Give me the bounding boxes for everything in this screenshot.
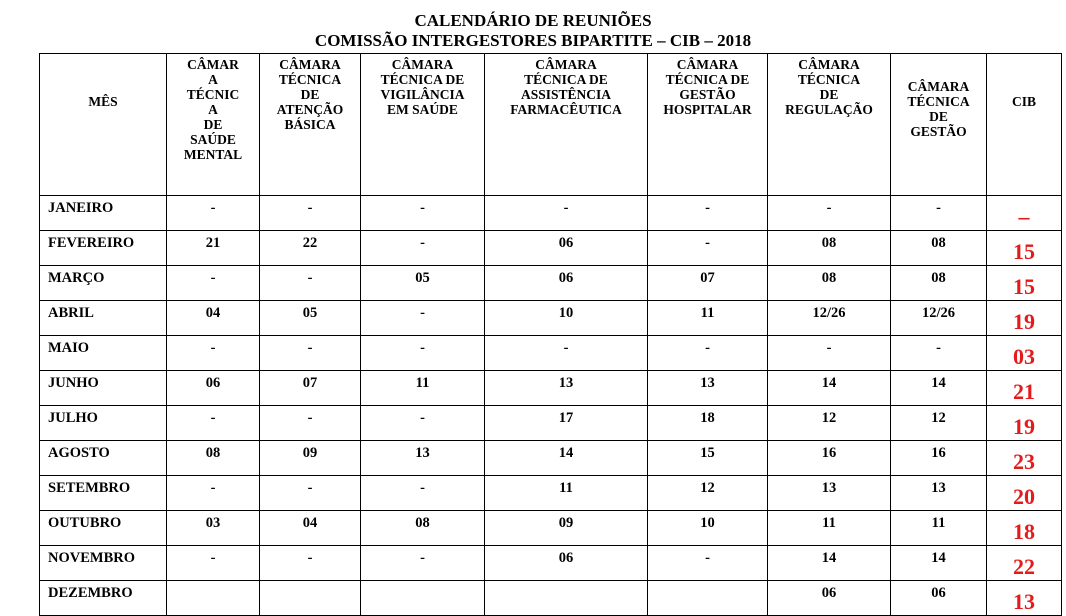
- date-cell-vigilancia: -: [361, 301, 485, 336]
- header-saude-mental: [167, 54, 260, 196]
- header-line: CÂMARA: [391, 57, 454, 72]
- document-subtitle: COMISSÃO INTERGESTORES BIPARTITE – CIB – 2018: [314, 31, 752, 50]
- header-line: CÂMARA: [798, 57, 860, 72]
- month-cell: DEZEMBRO: [40, 581, 167, 616]
- date-cell-gestao: 06: [891, 581, 987, 616]
- date-cell-regulacao: 08: [768, 266, 891, 301]
- date-cell-gestao: 16: [891, 441, 987, 476]
- table-row: [40, 441, 1062, 476]
- month-cell: ABRIL: [40, 301, 167, 336]
- date-cell-atencao-basica: 07: [260, 371, 361, 406]
- table-row: [40, 371, 1062, 406]
- date-cell-gestao: 11: [891, 511, 987, 546]
- date-cell-saude-mental: -: [167, 406, 260, 441]
- date-cell-atencao-basica: -: [260, 406, 361, 441]
- header-line: TÉCNICA: [797, 72, 861, 87]
- date-cell-farmaceutica: 14: [485, 441, 648, 476]
- date-cell-atencao-basica: -: [260, 266, 361, 301]
- date-cell-saude-mental: 03: [167, 511, 260, 546]
- cib-date-cell: –: [987, 196, 1062, 231]
- date-cell-farmaceutica: 10: [485, 301, 648, 336]
- date-cell-saude-mental: 08: [167, 441, 260, 476]
- header-line: MENTAL: [183, 147, 243, 162]
- date-cell-gestao: 13: [891, 476, 987, 511]
- cib-date-cell: 19: [987, 301, 1062, 336]
- date-cell-vigilancia: -: [361, 336, 485, 371]
- document-title: CALENDÁRIO DE REUNIÕES: [414, 11, 652, 30]
- date-cell-hospitalar: 18: [648, 406, 768, 441]
- header-line: BÁSICA: [284, 117, 336, 132]
- date-cell-atencao-basica: -: [260, 336, 361, 371]
- date-cell-gestao: -: [891, 336, 987, 371]
- date-cell-hospitalar: 12: [648, 476, 768, 511]
- header-line: REGULAÇÃO: [785, 102, 873, 117]
- header-atencao-basica: [260, 54, 361, 196]
- date-cell-gestao: 14: [891, 371, 987, 406]
- table-row: [40, 581, 1062, 616]
- cib-date-cell: 03: [987, 336, 1062, 371]
- date-cell-atencao-basica: -: [260, 546, 361, 581]
- date-cell-saude-mental: -: [167, 476, 260, 511]
- date-cell-atencao-basica: 22: [260, 231, 361, 266]
- date-cell-regulacao: 16: [768, 441, 891, 476]
- header-line: CÂMARA: [907, 79, 970, 94]
- date-cell-vigilancia: [361, 581, 485, 616]
- date-cell-vigilancia: -: [361, 231, 485, 266]
- date-cell-regulacao: 14: [768, 371, 891, 406]
- date-cell-hospitalar: 11: [648, 301, 768, 336]
- header-line: ASSISTÊNCIA: [520, 87, 612, 102]
- date-cell-regulacao: 08: [768, 231, 891, 266]
- date-cell-saude-mental: 04: [167, 301, 260, 336]
- cib-date-cell: 18: [987, 511, 1062, 546]
- month-cell: SETEMBRO: [40, 476, 167, 511]
- date-cell-farmaceutica: [485, 581, 648, 616]
- header-line: EM SAÚDE: [387, 102, 458, 117]
- header-line: CÂMARA: [676, 57, 739, 72]
- header-vigilancia: [361, 54, 485, 196]
- table-row: [40, 546, 1062, 581]
- header-farmaceutica: [485, 54, 648, 196]
- table-row: [40, 406, 1062, 441]
- date-cell-atencao-basica: [260, 581, 361, 616]
- date-cell-gestao: 08: [891, 266, 987, 301]
- table-row: [40, 266, 1062, 301]
- month-cell: JUNHO: [40, 371, 167, 406]
- date-cell-hospitalar: 10: [648, 511, 768, 546]
- date-cell-hospitalar: -: [648, 231, 768, 266]
- calendar-body: [40, 196, 1062, 616]
- header-line: DE: [300, 87, 320, 102]
- date-cell-gestao: -: [891, 196, 987, 231]
- date-cell-regulacao: -: [768, 196, 891, 231]
- date-cell-farmaceutica: 17: [485, 406, 648, 441]
- date-cell-farmaceutica: 09: [485, 511, 648, 546]
- table-row: [40, 196, 1062, 231]
- date-cell-farmaceutica: 06: [485, 231, 648, 266]
- date-cell-atencao-basica: -: [260, 476, 361, 511]
- header-hospitalar: [648, 54, 768, 196]
- date-cell-atencao-basica: 09: [260, 441, 361, 476]
- header-regulacao: [768, 54, 891, 196]
- date-cell-hospitalar: -: [648, 196, 768, 231]
- header-row: [40, 54, 1062, 196]
- month-cell: MARÇO: [40, 266, 167, 301]
- header-line: DE: [819, 87, 839, 102]
- table-row: [40, 511, 1062, 546]
- date-cell-atencao-basica: 04: [260, 511, 361, 546]
- header-line: TÉCNICA DE: [380, 72, 465, 87]
- table-row: [40, 301, 1062, 336]
- date-cell-vigilancia: 08: [361, 511, 485, 546]
- table-row: [40, 336, 1062, 371]
- month-cell: OUTUBRO: [40, 511, 167, 546]
- cib-date-cell: 22: [987, 546, 1062, 581]
- month-cell: JANEIRO: [40, 196, 167, 231]
- header-line: CÂMAR: [187, 57, 239, 72]
- date-cell-regulacao: 12/26: [768, 301, 891, 336]
- header-line: TÉCNICA: [278, 72, 342, 87]
- header-line: CÂMARA: [535, 57, 597, 72]
- date-cell-farmaceutica: 11: [485, 476, 648, 511]
- header-line: DE: [929, 109, 948, 124]
- table-row: [40, 476, 1062, 511]
- header-line: VIGILÂNCIA: [380, 87, 465, 102]
- header-line: GESTÃO: [679, 87, 736, 102]
- date-cell-saude-mental: -: [167, 546, 260, 581]
- date-cell-atencao-basica: -: [260, 196, 361, 231]
- header-line: DE: [203, 117, 223, 132]
- cib-date-cell: 19: [987, 406, 1062, 441]
- date-cell-farmaceutica: -: [485, 196, 648, 231]
- cib-date-cell: 20: [987, 476, 1062, 511]
- header-line: A: [208, 72, 218, 87]
- cib-date-cell: 23: [987, 441, 1062, 476]
- cib-date-cell: 15: [987, 231, 1062, 266]
- date-cell-gestao: 08: [891, 231, 987, 266]
- date-cell-hospitalar: 13: [648, 371, 768, 406]
- header-cib: CIB: [987, 54, 1062, 196]
- header-line: TÉCNIC: [186, 87, 240, 102]
- date-cell-hospitalar: -: [648, 546, 768, 581]
- header-mes: MÊS: [40, 54, 167, 196]
- date-cell-farmaceutica: 13: [485, 371, 648, 406]
- header-line: ATENÇÃO: [276, 102, 344, 117]
- date-cell-regulacao: 11: [768, 511, 891, 546]
- date-cell-saude-mental: 06: [167, 371, 260, 406]
- date-cell-saude-mental: 21: [167, 231, 260, 266]
- month-cell: FEVEREIRO: [40, 231, 167, 266]
- header-gestao: [891, 54, 987, 196]
- date-cell-hospitalar: 07: [648, 266, 768, 301]
- date-cell-gestao: 12/26: [891, 301, 987, 336]
- month-cell: JULHO: [40, 406, 167, 441]
- date-cell-vigilancia: -: [361, 196, 485, 231]
- date-cell-hospitalar: 15: [648, 441, 768, 476]
- cib-date-cell: 21: [987, 371, 1062, 406]
- date-cell-gestao: 12: [891, 406, 987, 441]
- cib-date-cell: 15: [987, 266, 1062, 301]
- meeting-calendar-table: [39, 53, 1062, 616]
- header-line: A: [208, 102, 218, 117]
- date-cell-vigilancia: 05: [361, 266, 485, 301]
- month-cell: AGOSTO: [40, 441, 167, 476]
- header-line: FARMACÊUTICA: [510, 102, 622, 117]
- header-line: SAÚDE: [190, 132, 236, 147]
- header-line: TÉCNICA DE: [665, 72, 750, 87]
- date-cell-farmaceutica: 06: [485, 546, 648, 581]
- date-cell-saude-mental: -: [167, 266, 260, 301]
- date-cell-vigilancia: -: [361, 406, 485, 441]
- date-cell-vigilancia: 13: [361, 441, 485, 476]
- date-cell-gestao: 14: [891, 546, 987, 581]
- date-cell-regulacao: 06: [768, 581, 891, 616]
- date-cell-saude-mental: -: [167, 336, 260, 371]
- header-line: CÂMARA: [279, 57, 341, 72]
- date-cell-regulacao: -: [768, 336, 891, 371]
- date-cell-hospitalar: [648, 581, 768, 616]
- date-cell-regulacao: 12: [768, 406, 891, 441]
- header-line: TÉCNICA DE: [524, 72, 608, 87]
- date-cell-vigilancia: -: [361, 546, 485, 581]
- month-cell: NOVEMBRO: [40, 546, 167, 581]
- date-cell-regulacao: 13: [768, 476, 891, 511]
- date-cell-saude-mental: [167, 581, 260, 616]
- header-line: GESTÃO: [910, 124, 967, 139]
- cib-date-cell: 13: [987, 581, 1062, 616]
- header-line: HOSPITALAR: [663, 102, 752, 117]
- header-line: TÉCNICA: [907, 94, 970, 109]
- date-cell-vigilancia: 11: [361, 371, 485, 406]
- date-cell-farmaceutica: -: [485, 336, 648, 371]
- month-cell: MAIO: [40, 336, 167, 371]
- date-cell-saude-mental: -: [167, 196, 260, 231]
- date-cell-atencao-basica: 05: [260, 301, 361, 336]
- date-cell-farmaceutica: 06: [485, 266, 648, 301]
- date-cell-regulacao: 14: [768, 546, 891, 581]
- date-cell-vigilancia: -: [361, 476, 485, 511]
- date-cell-hospitalar: -: [648, 336, 768, 371]
- table-row: [40, 231, 1062, 266]
